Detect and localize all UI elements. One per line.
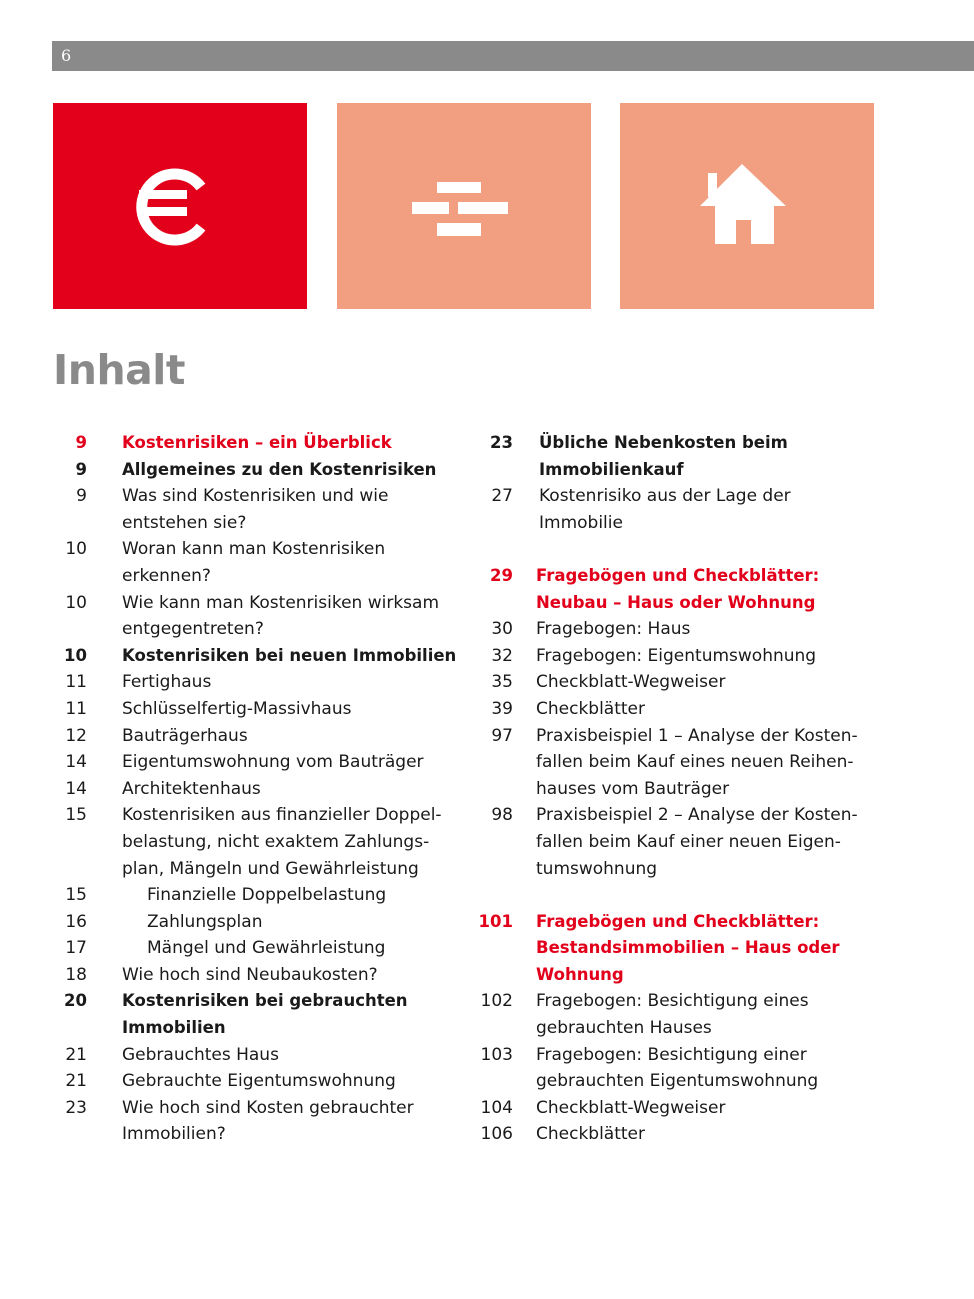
house-icon	[620, 103, 874, 309]
page-number: 6	[61, 46, 72, 65]
toc-line: Kostenrisiken bei gebrauchten	[122, 991, 408, 1011]
toc-line: fallen beim Kauf eines neuen Reihen-	[536, 752, 854, 773]
toc-line: tumswohnung	[536, 858, 658, 879]
toc-spacer	[470, 536, 890, 563]
toc-line: hauses vom Bauträger	[536, 778, 730, 799]
toc-line: Fragebogen: Haus	[536, 619, 691, 640]
toc-line: Kostenrisiko aus der Lage der	[539, 486, 791, 507]
toc-line: belastung, nicht exaktem Zahlungs-	[122, 831, 430, 852]
toc-entry[interactable]	[470, 1121, 890, 1148]
toc-entry[interactable]	[470, 669, 890, 696]
toc-line: Immobilienkauf	[539, 459, 684, 479]
euro-tile	[53, 103, 307, 309]
toc-line: Gebrauchtes Haus	[122, 1044, 279, 1065]
toc-entry-title	[122, 483, 463, 536]
toc-entry-title	[539, 483, 890, 536]
toc-entry-title	[122, 723, 463, 750]
toc-line: Mängel und Gewährleistung	[147, 938, 386, 959]
toc-page-number: 9	[76, 486, 87, 507]
toc-entry[interactable]	[470, 723, 890, 803]
toc-entry-title	[122, 962, 463, 989]
toc-line: Schlüsselfertig-Massivhaus	[122, 698, 352, 719]
toc-entry-title	[536, 802, 890, 882]
toc-line: gebrauchten Hauses	[536, 1018, 712, 1039]
toc-page-number: 10	[64, 645, 87, 665]
toc-entry[interactable]	[470, 616, 890, 643]
toc-page-number: 9	[75, 459, 87, 479]
toc-entry[interactable]	[53, 882, 463, 909]
toc-entry[interactable]	[470, 563, 890, 616]
toc-page-number: 15	[65, 885, 87, 906]
toc-line: Checkblatt-Wegweiser	[536, 672, 726, 693]
toc-line: Kostenrisiken – ein Überblick	[122, 433, 392, 452]
toc-entry[interactable]	[470, 483, 890, 536]
toc-right-column	[470, 430, 890, 1148]
toc-line: plan, Mängeln und Gewährleistung	[122, 858, 419, 879]
toc-entry-title	[122, 1042, 463, 1069]
toc-line: Immobilien?	[122, 1124, 226, 1145]
toc-page-number: 21	[65, 1071, 87, 1092]
toc-line: Checkblätter	[536, 698, 646, 719]
toc-entry[interactable]	[53, 962, 463, 989]
toc-page-number: 23	[490, 433, 513, 452]
toc-line: Allgemeines zu den Kostenrisiken	[122, 459, 437, 479]
toc-line: Bestandsimmobilien – Haus oder	[536, 938, 840, 958]
toc-line: Neubau – Haus oder Wohnung	[536, 592, 816, 612]
toc-entry-title	[147, 882, 463, 909]
toc-page-number: 32	[491, 645, 513, 666]
toc-entry-title	[122, 536, 463, 589]
toc-line: erkennen?	[122, 565, 211, 586]
toc-left-column	[53, 430, 463, 1148]
toc-line: Finanzielle Doppelbelastung	[147, 885, 387, 906]
toc-line: fallen beim Kauf einer neuen Eigen-	[536, 831, 841, 852]
toc-line: Fragebogen: Besichtigung einer	[536, 1044, 807, 1065]
toc-entry-title	[536, 723, 890, 803]
toc-entry[interactable]	[53, 776, 463, 803]
toc-page-number: 101	[478, 911, 513, 931]
toc-entry-title	[536, 669, 890, 696]
toc-entry[interactable]	[470, 430, 890, 483]
toc-line: Kostenrisiken bei neuen Immobilien	[122, 645, 457, 665]
toc-page-number: 15	[65, 805, 87, 826]
toc-entry[interactable]	[53, 696, 463, 723]
toc-page-number: 23	[65, 1097, 87, 1118]
toc-page-number: 11	[65, 672, 87, 693]
toc-entry-title	[536, 616, 890, 643]
toc-entry[interactable]	[470, 988, 890, 1041]
toc-entry[interactable]	[53, 1068, 463, 1095]
header-bar	[52, 41, 974, 71]
toc-entry[interactable]	[53, 909, 463, 936]
toc-entry-title	[122, 590, 463, 643]
toc-page-number: 14	[65, 778, 87, 799]
toc-entry[interactable]	[53, 749, 463, 776]
toc-page-number: 14	[65, 752, 87, 773]
toc-line: Fragebogen: Besichtigung eines	[536, 991, 809, 1012]
toc-entry-title	[539, 430, 890, 483]
toc-line: Was sind Kostenrisiken und wie	[122, 486, 389, 507]
toc-entry-title	[147, 935, 463, 962]
toc-entry[interactable]	[53, 536, 463, 589]
toc-entry-title	[122, 1095, 463, 1148]
toc-page-number: 98	[491, 805, 513, 826]
toc-page-number: 39	[491, 698, 513, 719]
toc-line: Gebrauchte Eigentumswohnung	[122, 1071, 396, 1092]
toc-line: Checkblätter	[536, 1124, 646, 1145]
toc-line: gebrauchten Eigentumswohnung	[536, 1071, 819, 1092]
toc-entry-title	[122, 669, 463, 696]
toc-entry-title	[536, 988, 890, 1041]
toc-entry[interactable]	[470, 696, 890, 723]
toc-line: Zahlungsplan	[147, 911, 263, 932]
toc-page-number: 30	[491, 619, 513, 640]
toc-entry[interactable]	[53, 723, 463, 750]
toc-page-number: 27	[491, 486, 513, 507]
toc-line: Fragebögen und Checkblätter:	[536, 911, 820, 931]
toc-line: Woran kann man Kostenrisiken	[122, 539, 386, 560]
toc-line: Fertighaus	[122, 672, 212, 693]
toc-line: Übliche Nebenkosten beim	[539, 433, 788, 452]
toc-entry-title	[122, 749, 463, 776]
toc-entry[interactable]	[53, 1095, 463, 1148]
toc-page-number: 11	[65, 698, 87, 719]
toc-line: Wie kann man Kostenrisiken wirksam	[122, 592, 440, 613]
toc-line: Architektenhaus	[122, 778, 261, 799]
toc-line: entstehen sie?	[122, 512, 247, 533]
toc-entry[interactable]	[470, 1042, 890, 1095]
toc-line: Checkblatt-Wegweiser	[536, 1097, 726, 1118]
toc-entry-title	[122, 776, 463, 803]
toc-entry[interactable]	[53, 483, 463, 536]
toc-entry[interactable]	[53, 935, 463, 962]
toc-page-number: 9	[75, 433, 87, 452]
toc-entry[interactable]	[53, 988, 463, 1041]
toc-entry-title	[122, 457, 463, 484]
toc-entry-title	[122, 696, 463, 723]
toc-entry[interactable]	[53, 430, 463, 457]
toc-entry[interactable]	[53, 1042, 463, 1069]
toc-entry[interactable]	[53, 802, 463, 882]
toc-entry-title	[122, 988, 463, 1041]
toc-entry[interactable]	[470, 643, 890, 670]
toc-line: Wie hoch sind Kosten gebrauchter	[122, 1097, 414, 1118]
toc-entry[interactable]	[53, 590, 463, 643]
page-title: Inhalt	[53, 346, 185, 394]
toc-entry-title	[536, 1042, 890, 1095]
toc-page-number: 29	[490, 565, 513, 585]
toc-line: Praxisbeispiel 1 – Analyse der Kosten-	[536, 725, 858, 746]
house-tile	[620, 103, 874, 309]
toc-entry[interactable]	[53, 669, 463, 696]
toc-entry-title	[122, 1068, 463, 1095]
bricks-tile	[337, 103, 591, 309]
toc-page-number: 102	[480, 991, 513, 1012]
toc-entry[interactable]	[470, 802, 890, 882]
toc-page-number: 16	[65, 911, 87, 932]
toc-entry-title	[536, 563, 890, 616]
toc-page-number: 106	[480, 1124, 513, 1145]
toc-entry-title	[122, 643, 463, 670]
toc-line: Wohnung	[536, 964, 624, 984]
toc-line: Wie hoch sind Neubaukosten?	[122, 964, 378, 985]
toc-page-number: 10	[65, 539, 87, 560]
toc-line: Immobilie	[539, 512, 623, 533]
toc-spacer	[470, 882, 890, 909]
toc-line: Fragebogen: Eigentumswohnung	[536, 645, 817, 666]
toc-entry[interactable]	[53, 643, 463, 670]
toc-line: Kostenrisiken aus finanzieller Doppel-	[122, 805, 442, 826]
toc-page-number: 35	[491, 672, 513, 693]
toc-page-number: 103	[480, 1044, 513, 1065]
toc-entry-title	[536, 1095, 890, 1122]
toc-line: Immobilien	[122, 1018, 226, 1038]
toc-entry[interactable]	[470, 1095, 890, 1122]
toc-line: Eigentumswohnung vom Bauträger	[122, 752, 424, 773]
toc-entry-title	[536, 909, 890, 989]
toc-entry-title	[536, 643, 890, 670]
toc-page-number: 97	[491, 725, 513, 746]
toc-entry-title	[536, 1121, 890, 1148]
bricks-icon	[337, 103, 591, 309]
toc-entry-title	[147, 909, 463, 936]
toc-page-number: 12	[65, 725, 87, 746]
toc-entry-title	[536, 696, 890, 723]
toc-entry-title	[122, 430, 463, 457]
toc-page-number: 20	[64, 991, 87, 1011]
toc-entry[interactable]	[470, 909, 890, 989]
toc-entry-title	[122, 802, 463, 882]
toc-line: Fragebögen und Checkblätter:	[536, 565, 820, 585]
toc-page-number: 10	[65, 592, 87, 613]
toc-page-number: 21	[65, 1044, 87, 1065]
toc-line: Praxisbeispiel 2 – Analyse der Kosten-	[536, 805, 858, 826]
toc-page-number: 17	[65, 938, 87, 959]
toc-page-number: 104	[480, 1097, 513, 1118]
toc-page-number: 18	[65, 964, 87, 985]
euro-icon	[53, 103, 307, 309]
toc-entry[interactable]	[53, 457, 463, 484]
toc-line: Bauträgerhaus	[122, 725, 248, 746]
toc-line: entgegentreten?	[122, 619, 264, 640]
